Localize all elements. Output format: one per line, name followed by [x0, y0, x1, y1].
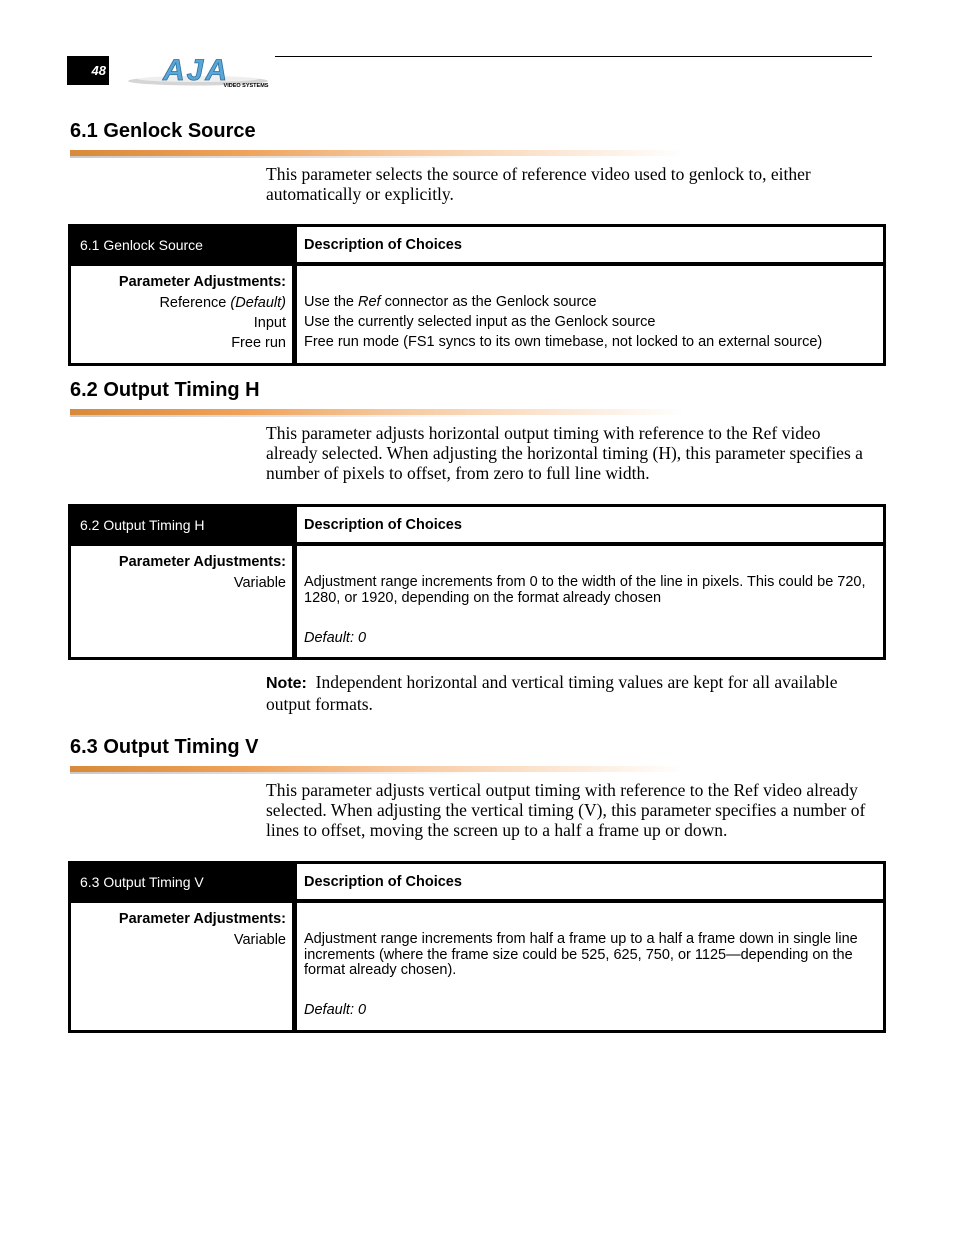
desc-ref-term: Ref: [358, 294, 381, 310]
note-text: Independent horizontal and vertical timing values are kept for all available output formats.: [266, 672, 838, 714]
choice-desc-reference: [304, 295, 875, 311]
note-paragraph: [266, 672, 872, 714]
heading-rule: [70, 150, 685, 156]
table-labels-column: [71, 903, 292, 1030]
table-labels-column: [71, 266, 292, 363]
table-descriptions-column: [297, 903, 883, 1030]
parameter-table-output-timing-v: [68, 861, 886, 1033]
section-heading-output-timing-v: 6.3 Output Timing V: [70, 736, 259, 758]
parameter-table-genlock-source: [68, 224, 886, 366]
default-value: Default: 0: [304, 1002, 367, 1018]
section-heading-genlock-source: 6.1 Genlock Source: [70, 120, 256, 142]
aja-logo-graphic: [128, 54, 278, 90]
table-header-left: 6.1 Genlock Source: [80, 236, 203, 253]
choice-desc-free-run: Free run mode (FS1 syncs to its own timebase, not locked to an external source): [304, 334, 823, 350]
section-body-output-timing-h: This parameter adjusts horizontal output timing with reference to the Ref video already selected. When adjusting the horizontal timing (H), this parameter specifies a number of pixels to offset, from zero to full line width.: [266, 423, 863, 483]
table-header-right: Description of Choices: [297, 507, 883, 542]
choice-desc-variable: Adjustment range increments from half a frame up to a half a frame down in single line increments (where the frame size could be 525, 625, 750, or 1125—depending on the format already chosen).: [304, 931, 858, 978]
heading-rule: [70, 766, 685, 772]
choice-label-text: Reference: [159, 295, 227, 311]
choice-label-variable: Variable: [233, 575, 286, 591]
table-header-right: Description of Choices: [297, 864, 883, 899]
desc-text: connector as the Genlock source: [380, 294, 597, 310]
choice-desc-variable: Adjustment range increments from 0 to the width of the line in pixels. This could be 720, 1280, or 1920, depending on the format already chosen: [304, 574, 866, 606]
table-header-left: 6.2 Output Timing H: [80, 516, 205, 533]
header-rule: [275, 56, 872, 57]
default-marker: (Default): [230, 295, 286, 311]
note-label: Note:: [266, 675, 307, 692]
section-heading-output-timing-h: 6.2 Output Timing H: [70, 379, 260, 401]
aja-logo: [128, 54, 278, 90]
section-body-output-timing-v: This parameter adjusts vertical output timing with reference to the Ref video already selected. When adjusting the vertical timing (V), this parameter specifies a number of lines to offset, moving the screen up to a half a frame up or down.: [266, 780, 866, 840]
choice-desc-input: Use the currently selected input as the Genlock source: [304, 314, 656, 330]
choice-label-input: Input: [253, 315, 286, 331]
heading-rule: [70, 409, 685, 415]
logo-subtext: VIDEO SYSTEMS: [223, 83, 269, 89]
page-number: [67, 56, 109, 85]
choice-label-free-run: Free run: [231, 335, 286, 351]
parameter-adjustments-label: Parameter Adjustments:: [118, 274, 286, 290]
parameter-adjustments-label: Parameter Adjustments:: [118, 554, 286, 570]
logo-wordmark: AJA: [162, 54, 230, 87]
desc-text: Use the: [304, 294, 358, 310]
table-header-right: Description of Choices: [297, 227, 883, 262]
parameter-adjustments-label: Parameter Adjustments:: [118, 911, 286, 927]
table-descriptions-column: [297, 546, 883, 657]
section-body-genlock-source: This parameter selects the source of reference video used to genlock to, either automatically or explicitly.: [266, 164, 811, 204]
choice-label-variable: Variable: [233, 932, 286, 948]
parameter-table-output-timing-h: [68, 504, 886, 660]
choice-label-reference: [159, 295, 286, 311]
table-descriptions-column: [297, 266, 883, 363]
table-header-left: 6.3 Output Timing V: [80, 873, 204, 890]
default-value: Default: 0: [304, 630, 367, 646]
page-number-text: 48: [91, 63, 106, 78]
table-labels-column: [71, 546, 292, 657]
